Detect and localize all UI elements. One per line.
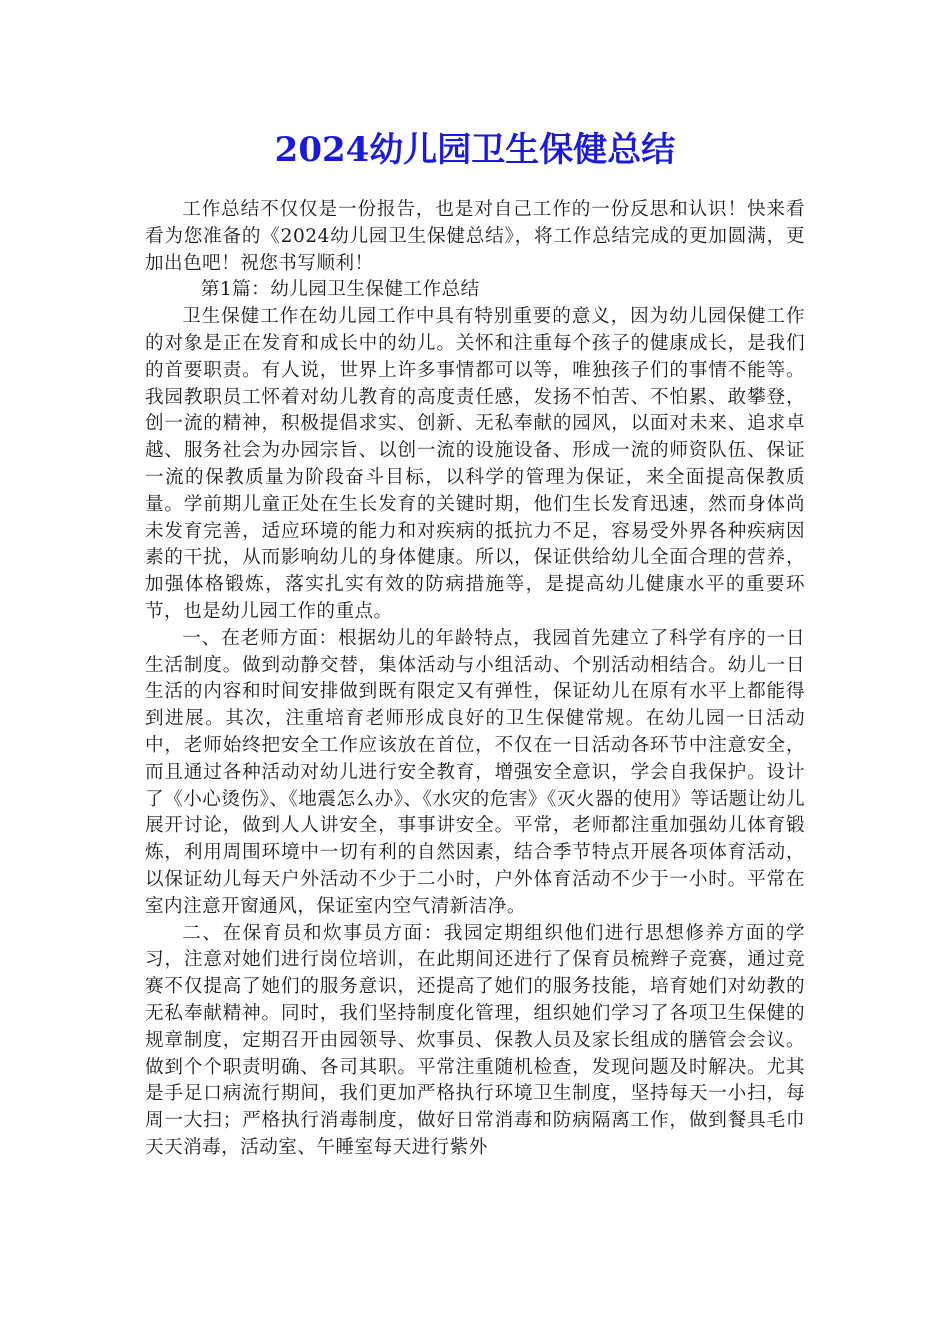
intro-paragraph: 工作总结不仅仅是一份报告，也是对自己工作的一份反思和认识！快来看看为您准备的《2024幼儿园卫生保健总结》，将工作总结完成的更加圆满，更加出色吧！祝您书写顺利！ — [145, 199, 805, 274]
body-paragraph-2: 一、在老师方面：根据幼儿的年龄特点，我园首先建立了科学有序的一日生活制度。做到动静交替，集体活动与小组活动、个别活动相结合。幼儿一日生活的内容和时间安排做到既有限定又有弹性，保证幼儿在原有水平上都能得到进展。其次，注重培育老师形成良好的卫生保健常规。在幼儿园一日活动中，老师始终把安全工作应该放在首位，不仅在一日活动各环节中注意安全，而且通过各种活动对幼儿进行安全教育，增强安全意识，学会自我保护。设计了《小心烫伤》、《地震怎么办》、《水灾的危害》《灭火器的使用》等话题让幼儿展开讨论，做到人人讲安全，事事讲安全。平常，老师都注重加强幼儿体育锻炼，利用周围环境中一切有利的自然因素，结合季节特点开展各项体育活动，以保证幼儿每天户外活动不少于二小时，户外体育活动不少于一小时。平常在室内注意开窗通风，保证室内空气清新洁净。 — [145, 627, 805, 917]
document-body — [145, 197, 805, 1162]
body-paragraph-3: 二、在保育员和炊事员方面：我园定期组织他们进行思想修养方面的学习，注意对她们进行岗位培训，在此期间还进行了保育员梳辫子竞赛，通过竞赛不仅提高了她们的服务意识，还提高了她们的服务技能，培育她们对幼教的无私奉献精神。同时，我们坚持制度化管理，组织她们学习了各项卫生保健的规章制度，定期召开由园领导、炊事员、保教人员及家长组成的膳管会会议。做到个个职责明确、各司其职。平常注重随机检查，发现问题及时解决。尤其是手足口病流行期间，我们更加严格执行环境卫生制度，坚持每天一小扫，每周一大扫；严格执行消毒制度，做好日常消毒和防病隔离工作，做到餐具毛巾天天消毒，活动室、午睡室每天进行紫外 — [145, 922, 805, 1158]
document-title: 2024幼儿园卫生保健总结 — [274, 130, 676, 170]
section-heading: 第1篇：幼儿园卫生保健工作总结 — [200, 279, 480, 301]
body-paragraph-1: 卫生保健工作在幼儿园工作中具有特别重要的意义，因为幼儿园保健工作的对象是正在发育和成长中的幼儿。关怀和注重每个孩子的健康成长，是我们的首要职责。有人说，世界上许多事情都可以等，唯独孩子们的事情不能等。我园教职员工怀着对幼儿教育的高度责任感，发扬不怕苦、不怕累、敢攀登，创一流的精神，积极提倡求实、创新、无私奉献的园风，以面对未来、追求卓越、服务社会为办园宗旨、以创一流的设施设备、形成一流的师资队伍、保证一流的保教质量为阶段奋斗目标，以科学的管理为保证，来全面提高保教质量。学前期儿童正处在生长发育的关键时期，他们生长发育迅速，然而身体尚未发育完善，适应环境的能力和对疾病的抵抗力不足，容易受外界各种疾病因素的干扰，从而影响幼儿的身体健康。所以，保证供给幼儿全面合理的营养，加强体格锻炼，落实扎实有效的防病措施等，是提高幼儿健康水平的重要环节，也是幼儿园工作的重点。 — [145, 306, 805, 622]
